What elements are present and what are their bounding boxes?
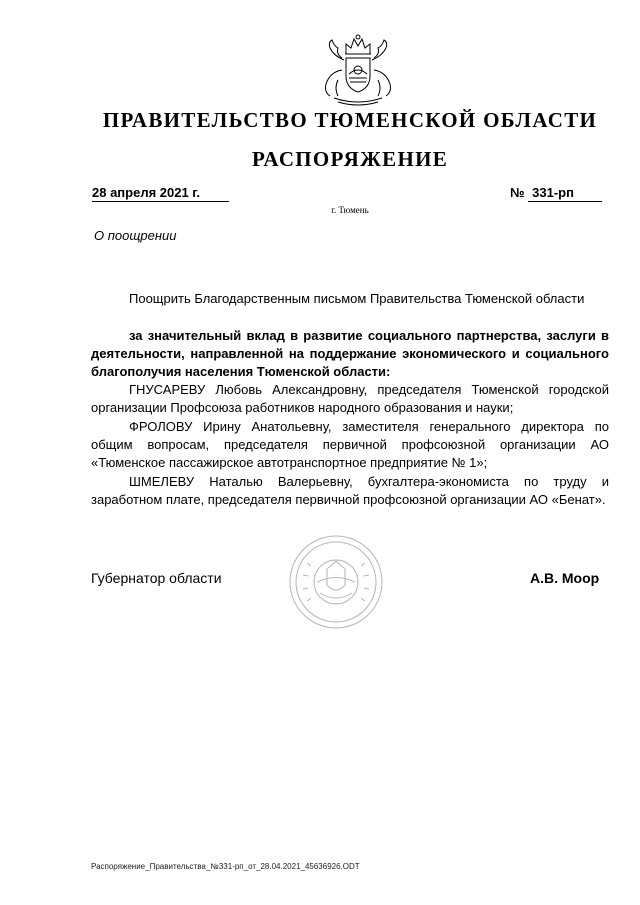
- number-prefix: №: [510, 185, 525, 200]
- footer-filename: Распоряжение_Правительства_№331-рп_от_28.04.2021_45636926.ODT: [91, 862, 360, 871]
- signature-title: Губернатор области: [91, 570, 222, 586]
- document-date: 28 апреля 2021 г.: [92, 185, 229, 202]
- body-paragraph-intro: Поощрить Благодарственным письмом Правительства Тюменской области: [129, 291, 585, 306]
- document-type: РАСПОРЯЖЕНИЕ: [251, 147, 449, 171]
- document-number: [510, 185, 605, 202]
- coat-of-arms-icon: [316, 30, 400, 108]
- government-title: ПРАВИТЕЛЬСТВО ТЮМЕНСКОЙ ОБЛАСТИ: [102, 108, 598, 132]
- number-value: 331-рп: [528, 185, 602, 202]
- body-paragraph-person-1: ГНУСАРЕВУ Любовь Александровну, председателя Тюменской городской организации Профсоюза работников народного образования и науки;: [91, 382, 609, 415]
- body-paragraph-person-3: ШМЕЛЕВУ Наталью Валерьевну, бухгалтера-экономиста по труду и заработном плате, председателя первичной профсоюзной организации АО «Бенат».: [91, 474, 609, 507]
- body-paragraph-person-2: ФРОЛОВУ Ирину Анатольевну, заместителя генерального директора по общим вопросам, председателя первичной профсоюзной организации АО «Тюменское пассажирское автотранспортное предприятие № 1»;: [91, 419, 609, 470]
- city-label: г. Тюмень: [331, 205, 369, 215]
- document-subject: О поощрении: [94, 228, 177, 243]
- official-seal-icon: [287, 533, 385, 631]
- body-paragraph-reason: за значительный вклад в развитие социального партнерства, заслуги в деятельности, направленной на поддержание экономического и социального благополучия населения Тюменской области:: [91, 328, 609, 379]
- signature-name: А.В. Моор: [530, 570, 600, 586]
